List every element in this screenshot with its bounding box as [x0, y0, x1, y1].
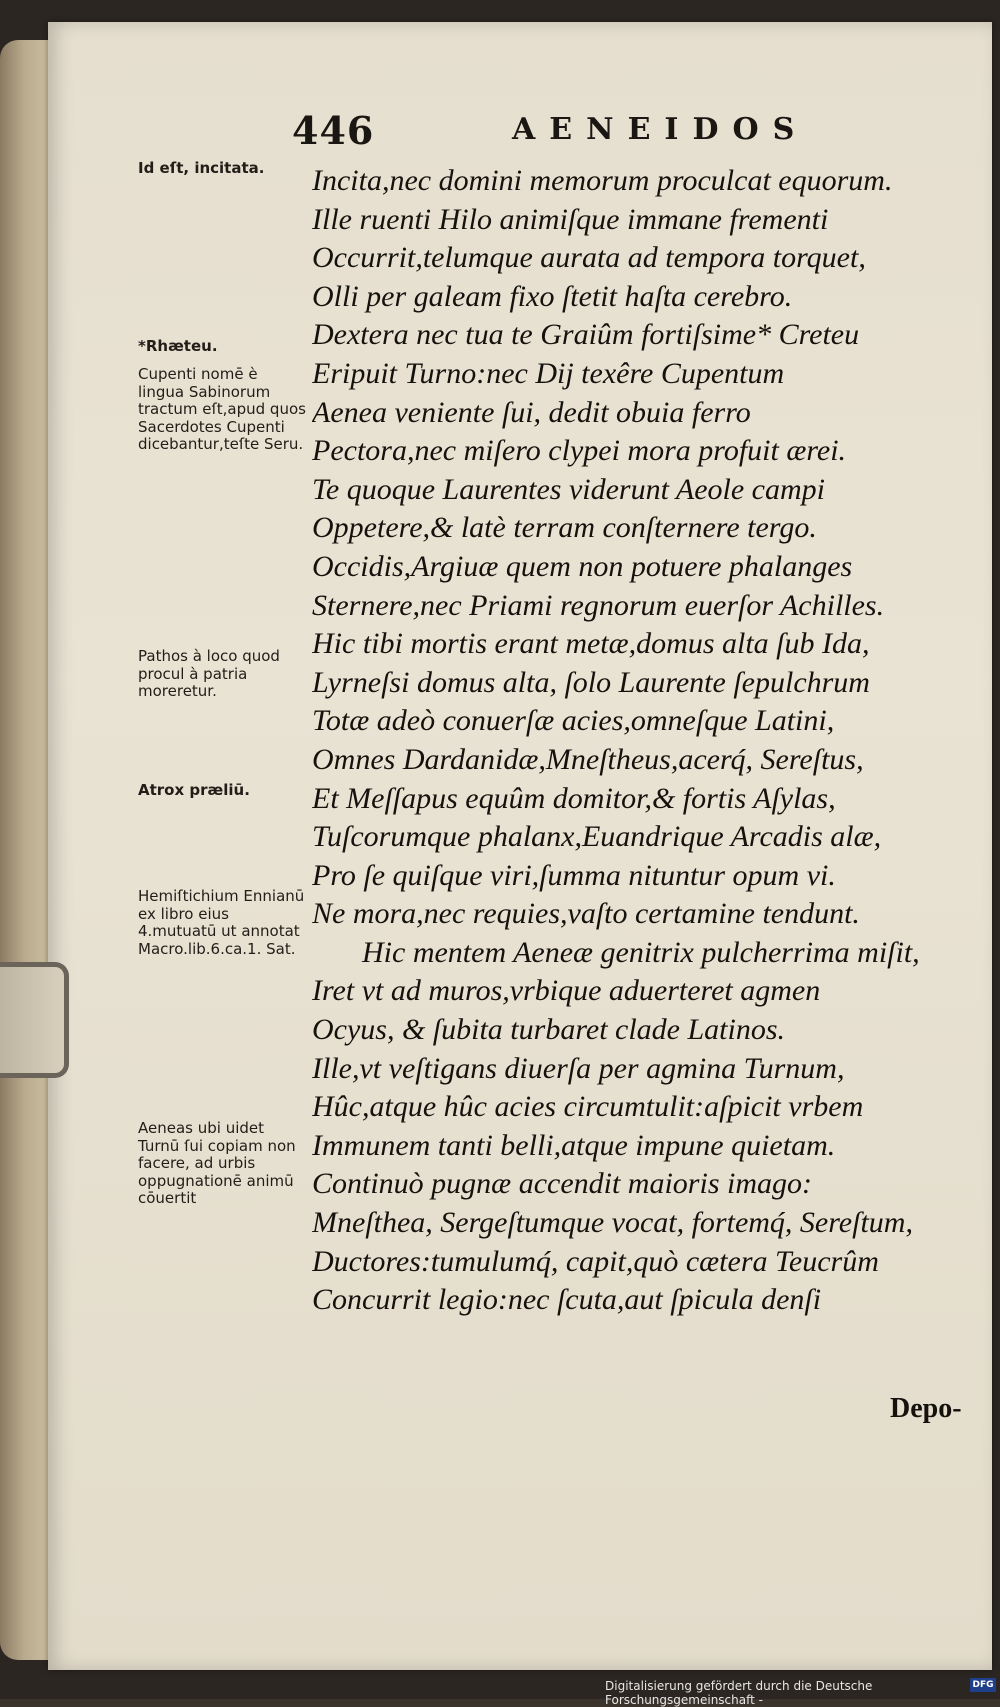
verse-line: Hic mentem Aeneæ genitrix pulcherrima miſit, — [362, 935, 920, 969]
marginal-note: Aeneas ubi uidet Turnū ſui copiam non facere, ad urbis oppugnationē animū cōuertit — [138, 1119, 296, 1207]
verse-line: Mneſthea, Sergeſtumque vocat, fortemq́, Sereſtum, — [312, 1206, 913, 1240]
running-title: AENEIDOS — [512, 112, 809, 147]
marginal-note: Atrox præliū. — [138, 781, 250, 799]
page-header — [292, 108, 892, 154]
verse-line: Immunem tanti belli,atque impune quietam. — [312, 1128, 836, 1162]
marginal-note: Cupenti nomē è lingua Sabinorum tractum eſt,apud quos Sacerdotes Cupenti dicebantur,teſte Seru. — [138, 365, 306, 453]
marginal-note: Hemiſtichium Ennianū ex libro eius 4.mutuatū ut annotat Macro.lib.6.ca.1. Sat. — [138, 887, 305, 958]
verse-line: Totæ adeò conuerſæ acies,omneſque Latini, — [312, 704, 835, 738]
verse-line: Ne mora,nec requies,vaſto certamine tendunt. — [312, 897, 860, 931]
marginal-note: Id eſt, incitata. — [138, 159, 265, 177]
verse-line: Iret vt ad muros,vrbique aduerteret agmen — [312, 974, 821, 1008]
catchword: Depo- — [890, 1393, 962, 1424]
verse-line: Hic tibi mortis erant metæ,domus alta ſub Ida, — [312, 627, 870, 661]
dfg-logo: DFG — [970, 1678, 996, 1692]
verse-line: Oppetere,& latè terram conſternere tergo. — [312, 511, 817, 545]
verse-line: Occurrit,telumque aurata ad tempora torquet, — [312, 241, 866, 275]
page-number: 446 — [292, 108, 375, 153]
verse-line: Lyrneſsi domus alta, ſolo Laurente ſepulchrum — [312, 665, 870, 699]
verse-line: Omnes Dardanidæ,Mneſtheus,acerq́, Sereſtus, — [312, 742, 864, 776]
verse-line: Continuò pugnæ accendit maioris imago: — [312, 1167, 812, 1201]
book-clasp — [0, 962, 69, 1078]
verse-line: Ocyus, & ſubita turbaret clade Latinos. — [312, 1013, 786, 1047]
verse-line: Tuſcorumque phalanx,Euandrique Arcadis alæ, — [312, 820, 882, 854]
verse-line: Te quoque Laurentes viderunt Aeole campi — [312, 472, 825, 506]
verse-line: Occidis,Argiuæ quem non potuere phalanges — [312, 549, 853, 583]
verse-line: Et Meſſapus equûm domitor,& fortis Aſylas, — [312, 781, 836, 815]
verse-line: Eripuit Turno:nec Dij texêre Cupentum — [312, 356, 785, 390]
verse-line: Concurrit legio:nec ſcuta,aut ſpicula denſi — [312, 1283, 822, 1317]
marginal-note: *Rhæteu. — [138, 337, 218, 355]
verse-line: Ductores:tumulumq́, capit,quò cætera Teucrûm — [312, 1244, 879, 1278]
verse-line: Hûc,atque hûc acies circumtulit:aſpicit vrbem — [312, 1090, 864, 1124]
digitization-credit: Digitalisierung gefördert durch die Deutsche Forschungsgemeinschaft - — [605, 1679, 873, 1707]
verse-line: Pro ſe quiſque viri,ſumma nituntur opum vi. — [312, 858, 836, 892]
verse-line: Incita,nec domini memorum proculcat equorum. — [312, 164, 893, 197]
verse-text-block — [312, 162, 987, 1320]
verse-line: Ille ruenti Hilo animiſque immane frementi — [312, 202, 829, 236]
verse-line: Aenea veniente ſui, dedit obuia ferro — [312, 395, 751, 429]
verse-line: Dextera nec tua te Graiûm fortiſsime* Creteu — [312, 318, 860, 352]
verse-line: Olli per galeam fixo ſtetit haſta cerebro. — [312, 279, 793, 313]
verse-line: Ille,vt veſtigans diuerſa per agmina Turnum, — [312, 1051, 845, 1085]
marginal-note: Pathos à loco quod procul à patria moreretur. — [138, 647, 280, 700]
verse-line: Sternere,nec Priami regnorum euerſor Achilles. — [312, 588, 885, 622]
verse-line: Pectora,nec miſero clypei mora profuit ærei. — [312, 434, 847, 468]
